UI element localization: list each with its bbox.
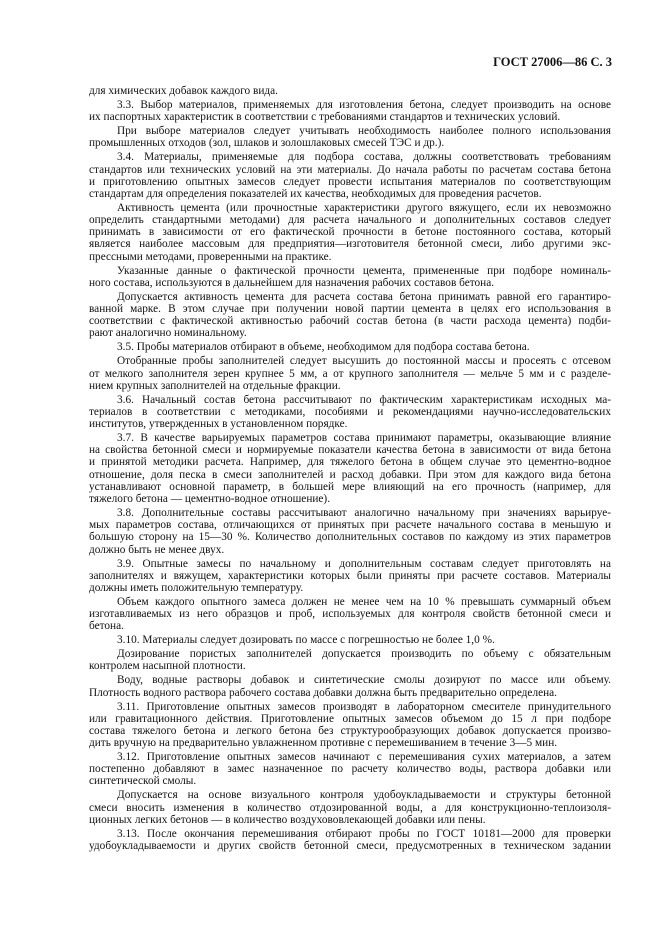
text-line: состава тяжелого бетона и легкого бетона без структурообразующих добавок допускается произво-: [89, 724, 611, 737]
text-line: Активность цемента (или прочностные характеристики другого вяжущего, если их невозможно: [117, 201, 611, 214]
paragraph: [89, 355, 611, 392]
paragraph: [89, 648, 611, 672]
text-line: Объем каждого опытного замеса должен не менее чем на 10 % превышать суммарный объем: [117, 595, 611, 608]
text-line: на свойства бетонной смеси и нормируемые показатели качества бетона в зависимости от вида бетона: [89, 444, 611, 457]
document-body: [89, 85, 611, 854]
text-line: Допускается активность цемента для расчета состава бетона принимать равной его гарантиро-: [117, 290, 611, 303]
text-line: или гравитационного действия. Приготовление опытных замесов объемом до 15 л при подборе: [89, 712, 611, 725]
text-line: дить вручную на предварительно увлажненном противне с перемешиванием в течение 3—5 мин.: [89, 737, 558, 750]
paragraph: [89, 125, 611, 149]
text-line: нием крупных заполнителей на отдельные фракции.: [89, 379, 341, 392]
paragraph: [89, 789, 611, 826]
paragraph: [89, 341, 611, 353]
page-header: ГОСТ 27006—86 С. 3: [493, 55, 612, 69]
text-line: ционных легких бетонов — в количество воздухововлекающей добавки или пены.: [89, 813, 486, 826]
text-line: Плотность водного раствора рабочего состава добавки должна быть предварительно определена.: [89, 686, 557, 699]
text-line: Отобранные пробы заполнителей следует высушить до постоянной массы и просеять с отсевом: [117, 355, 611, 368]
text-line: устанавливают основной параметр, в большей мере влияющий на его прочность (например, для: [89, 480, 611, 493]
text-line: должны иметь положительную температуру.: [89, 581, 304, 594]
text-line: их паспортных характеристик в соответствии с требованиями стандартов и технических условий.: [89, 111, 561, 124]
paragraph: [89, 202, 611, 263]
paragraph: [89, 291, 611, 340]
text-line: териалов в соответствии с методиками, пособиями и рекомендациями научно-исследовательских: [89, 405, 611, 418]
text-line: Указанные данные о фактической прочности цемента, примененные при подборе номиналь-: [117, 264, 611, 277]
text-line: 3.8. Дополнительные составы рассчитывают аналогично начальному при значениях варьируе-: [117, 506, 611, 519]
text-line: При выборе материалов следует учитывать необходимость наиболее полного использования: [117, 125, 611, 138]
text-line: бетона.: [89, 620, 124, 633]
text-line: для химических добавок каждого вида.: [89, 85, 278, 97]
text-line: 3.10. Материалы следует дозировать по массе с погрешностью не более 1,0 %.: [117, 634, 495, 647]
text-line: промышленных отходов (зол, шлаков и золошлаковых смесей ТЭС и др.).: [89, 137, 445, 150]
text-line: 3.4. Материалы, применяемые для подбора состава, должны соответствовать требованиям: [117, 151, 611, 164]
text-line: прессными методами, проверенными на практике.: [89, 250, 332, 263]
text-line: контролем насыпной плотности.: [89, 660, 246, 673]
text-line: и приготовлению опытных замесов следует провести испытания материалов по соответствующим: [89, 175, 611, 188]
text-line: 3.12. Приготовление опытных замесов начинают с перемешивания сухих материалов, а затем: [117, 751, 611, 764]
text-line: изготавливаемых из него образцов и проб, используемых для контроля свойств бетонной смеси и: [89, 608, 611, 621]
paragraph: [89, 394, 611, 431]
text-line: определить стандартными методами) для расчета начального и дополнительных составов следует: [89, 214, 611, 227]
text-line: Допускается на основе визуального контроля удобоукладываемости и структуры бетонной: [117, 789, 611, 802]
paragraph: [89, 265, 611, 289]
text-line: отношение, доля песка в смеси заполнителей и расход добавки. При этом для каждого вида бетона: [89, 468, 611, 481]
text-line: 3.3. Выбор материалов, применяемых для изготовления бетона, следует производить на основе: [117, 98, 611, 111]
text-line: от мелкого заполнителя зерен крупнее 5 мм, а от крупного заполнителя — мельче 5 мм и с разделе-: [89, 367, 611, 380]
text-line: заполнителях и вяжущем, характеристики которых были приняты при расчете составов. Материалы: [89, 569, 611, 582]
text-line: Дозирование пористых заполнителей допускается производить по объему с обязательным: [117, 648, 611, 661]
text-line: 3.5. Пробы материалов отбирают в объеме, необходимом для подбора состава бетона.: [117, 341, 530, 354]
paragraph: [89, 151, 611, 200]
text-line: стандартов или технических условий на эти материалы. До начала работы по расчетам состава бетона: [89, 163, 611, 176]
paragraph: [89, 751, 611, 788]
text-line: рают аналогично номинальному.: [89, 327, 247, 340]
text-line: мых параметров состава, отличающихся от принятых при расчете начального состава в меньшую и: [89, 519, 611, 532]
paragraph: [89, 99, 611, 123]
paragraph: [89, 596, 611, 633]
paragraph: [89, 701, 611, 750]
text-line: и принятой методики расчета. Например, для тяжелого бетона в общем случае это цементно-водное: [89, 456, 611, 469]
paragraph: [89, 507, 611, 556]
text-line: смеси вносить изменения в количество отдозированной воды, а для конструкционно-теплоизоля-: [89, 801, 611, 814]
text-line: институтов, утвержденных в установленном порядке.: [89, 418, 348, 431]
paragraph: [89, 674, 611, 698]
paragraph: [89, 558, 611, 595]
text-line: ванной марке. В этом случае при получении новой партии цемента в целях его использования в: [89, 302, 611, 315]
text-line: 3.7. В качестве варьируемых параметров состава принимают параметры, оказывающие влияние: [117, 432, 611, 445]
text-line: постепенно добавляют в замес назначенное по расчету количество воды, раствора добавки или: [89, 763, 611, 776]
text-line: Воду, водные растворы добавок и синтетические смолы дозируют по массе или объему.: [117, 674, 611, 687]
text-line: 3.13. После окончания перемешивания отбирают пробы по ГОСТ 10181—2000 для проверки: [117, 827, 611, 840]
paragraph: [89, 432, 611, 505]
text-line: 3.11. Приготовление опытных замесов производят в лабораторном смесителе принудительного: [117, 700, 611, 713]
text-line: соответствии с фактической активностью рабочий состав бетона (в части расхода цемента) подби-: [89, 315, 611, 328]
text-line: удобоукладываемости и других свойств бетонной смеси, предусмотренных в техническом задании: [89, 840, 611, 852]
text-line: 3.9. Опытные замесы по начальному и дополнительным составам следует приготовлять на: [117, 557, 611, 570]
text-line: 3.6. Начальный состав бетона рассчитывают по фактическим характеристикам исходных ма-: [117, 393, 611, 406]
text-line: стандартам для определения показателей их качества, необходимых для проведения расчетов.: [89, 187, 542, 200]
paragraph: [89, 634, 611, 646]
text-line: тяжелого бетона — цементно-водное отношение).: [89, 492, 331, 505]
text-line: синтетической смолы.: [89, 775, 197, 788]
paragraph: [89, 85, 611, 97]
text-line: является наиболее массовым для предприятия—изготовителя бетонной смеси, либо другими экс-: [89, 238, 611, 251]
text-line: большую сторону на 15—30 %. Количество дополнительных составов по каждому из этих параметров: [89, 531, 611, 544]
text-line: принимать в зависимости от его фактической прочности в бетоне постоянного состава, который: [89, 226, 611, 239]
text-line: ного состава, используются в дальнейшем для назначения рабочих составов бетона.: [89, 276, 495, 289]
text-line: должно быть не менее двух.: [89, 543, 225, 556]
paragraph: [89, 828, 611, 852]
